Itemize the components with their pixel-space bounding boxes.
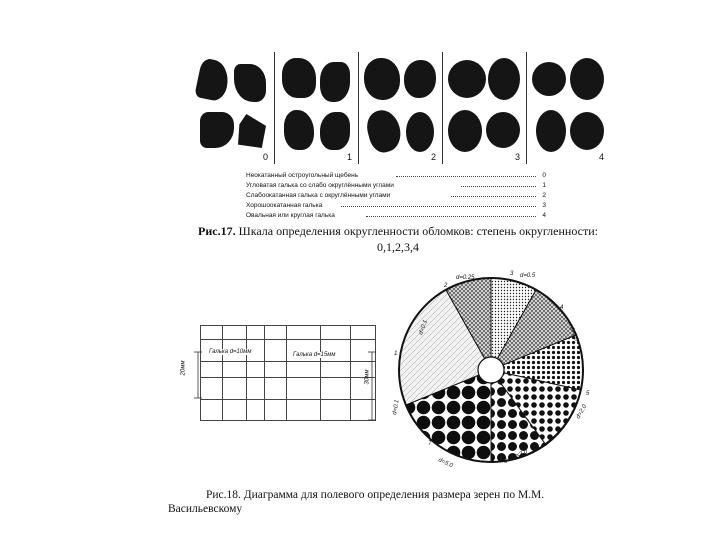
grid-line — [286, 325, 287, 421]
roundness-stage-number: 0 — [262, 152, 268, 162]
disk-label: d=5.0 — [437, 457, 454, 470]
legend-text: Хорошоокатанная галька — [246, 202, 323, 209]
legend-item — [246, 212, 546, 219]
disk-label: d=0.25 — [456, 275, 475, 281]
grain-size-grid — [200, 325, 376, 421]
disk-center-hole — [478, 357, 504, 383]
roundness-cell-2 — [358, 52, 443, 164]
pebble — [536, 110, 566, 152]
disk-label: 6 — [504, 459, 508, 465]
pebble — [448, 110, 482, 152]
legend-value: 2 — [542, 192, 546, 199]
grain-size-disk — [386, 265, 596, 475]
roundness-cell-0 — [190, 52, 275, 164]
pebble — [404, 60, 436, 98]
disk-label: d=2.0 — [575, 403, 589, 420]
pebble — [282, 58, 316, 98]
pebble-angular — [234, 64, 266, 102]
legend-text: Неокатанный остроугольный щебень — [246, 172, 359, 179]
disk-label: 2 — [444, 283, 448, 289]
disk-label: d=0.1 — [418, 319, 430, 336]
legend-item — [246, 192, 546, 199]
pebble — [488, 58, 520, 100]
legend-value: 4 — [542, 212, 546, 219]
grid-label-pebble-10: Галька d=10мм — [209, 349, 252, 355]
legend-item — [246, 172, 546, 179]
grid-line — [350, 325, 351, 421]
pebble — [363, 107, 405, 156]
roundness-cell-1 — [274, 52, 359, 164]
grid-line — [320, 325, 321, 421]
legend-text: Угловатая галька со слабо округлёнными углами — [246, 182, 394, 189]
figure-17-caption-text: Шкала определения округленности обломков: степень округленности: — [238, 224, 598, 238]
disk-label: d=0.1 — [392, 399, 401, 416]
disk-label: 4 — [560, 305, 564, 311]
disk-label: 5 — [586, 391, 590, 397]
figure-17-caption-values: 0,1,2,3,4 — [377, 240, 419, 254]
roundness-stage-number: 4 — [598, 152, 604, 162]
figure-17-number: Рис.17. — [198, 224, 236, 238]
disk-label: d=1.0 — [568, 325, 579, 342]
roundness-cell-4 — [526, 52, 610, 164]
legend-value: 1 — [542, 182, 546, 189]
legend-text: Овальная или круглая галька — [246, 212, 335, 219]
pebble — [320, 112, 350, 150]
pebble — [320, 62, 350, 102]
disk-label: 7 — [428, 441, 432, 447]
disk-label: 1 — [394, 351, 398, 357]
pebble — [284, 110, 314, 150]
grid-line — [222, 325, 223, 421]
roundness-stage-number: 2 — [430, 152, 436, 162]
pebble-angular — [238, 114, 266, 148]
grid-label-pebble-15: Галька d=15мм — [293, 352, 336, 358]
figure-17-caption — [178, 224, 618, 238]
pebble — [364, 58, 400, 100]
dimension-bracket-right — [364, 350, 380, 422]
grid-line — [246, 325, 247, 421]
figure-18-caption-line: Рис.18. Диаграмма для полевого определения размера зерен по М.М. — [206, 489, 545, 501]
pebble — [570, 58, 604, 100]
figure-18-caption — [168, 488, 626, 516]
roundness-stage-number: 3 — [514, 152, 520, 162]
grid-dimension-left: 20мм — [180, 360, 187, 376]
disk-label: 3 — [510, 271, 514, 277]
pebble — [532, 62, 566, 96]
legend-item — [246, 182, 546, 189]
figure-18-caption-line: Васильевскому — [168, 503, 243, 515]
dimension-bracket-left — [190, 350, 206, 400]
disk-label: d=3.0 — [512, 448, 529, 461]
pebble — [570, 112, 604, 150]
pebble-angular — [194, 57, 232, 102]
pebble — [486, 112, 520, 148]
legend-item — [246, 202, 546, 209]
roundness-stage-number: 1 — [346, 152, 352, 162]
disk-label: d=0.5 — [520, 273, 536, 279]
pebble-angular — [200, 112, 234, 148]
roundness-scale-strip — [190, 52, 610, 164]
roundness-cell-3 — [442, 52, 527, 164]
grid-dimension-right: 30мм — [364, 369, 371, 385]
legend-value: 0 — [542, 172, 546, 179]
pebble — [406, 112, 434, 152]
legend-text: Слабоокатанная галька с округлёнными углами — [246, 192, 391, 199]
grid-line — [264, 325, 265, 421]
pebble — [448, 60, 486, 98]
legend-value: 3 — [542, 202, 546, 209]
